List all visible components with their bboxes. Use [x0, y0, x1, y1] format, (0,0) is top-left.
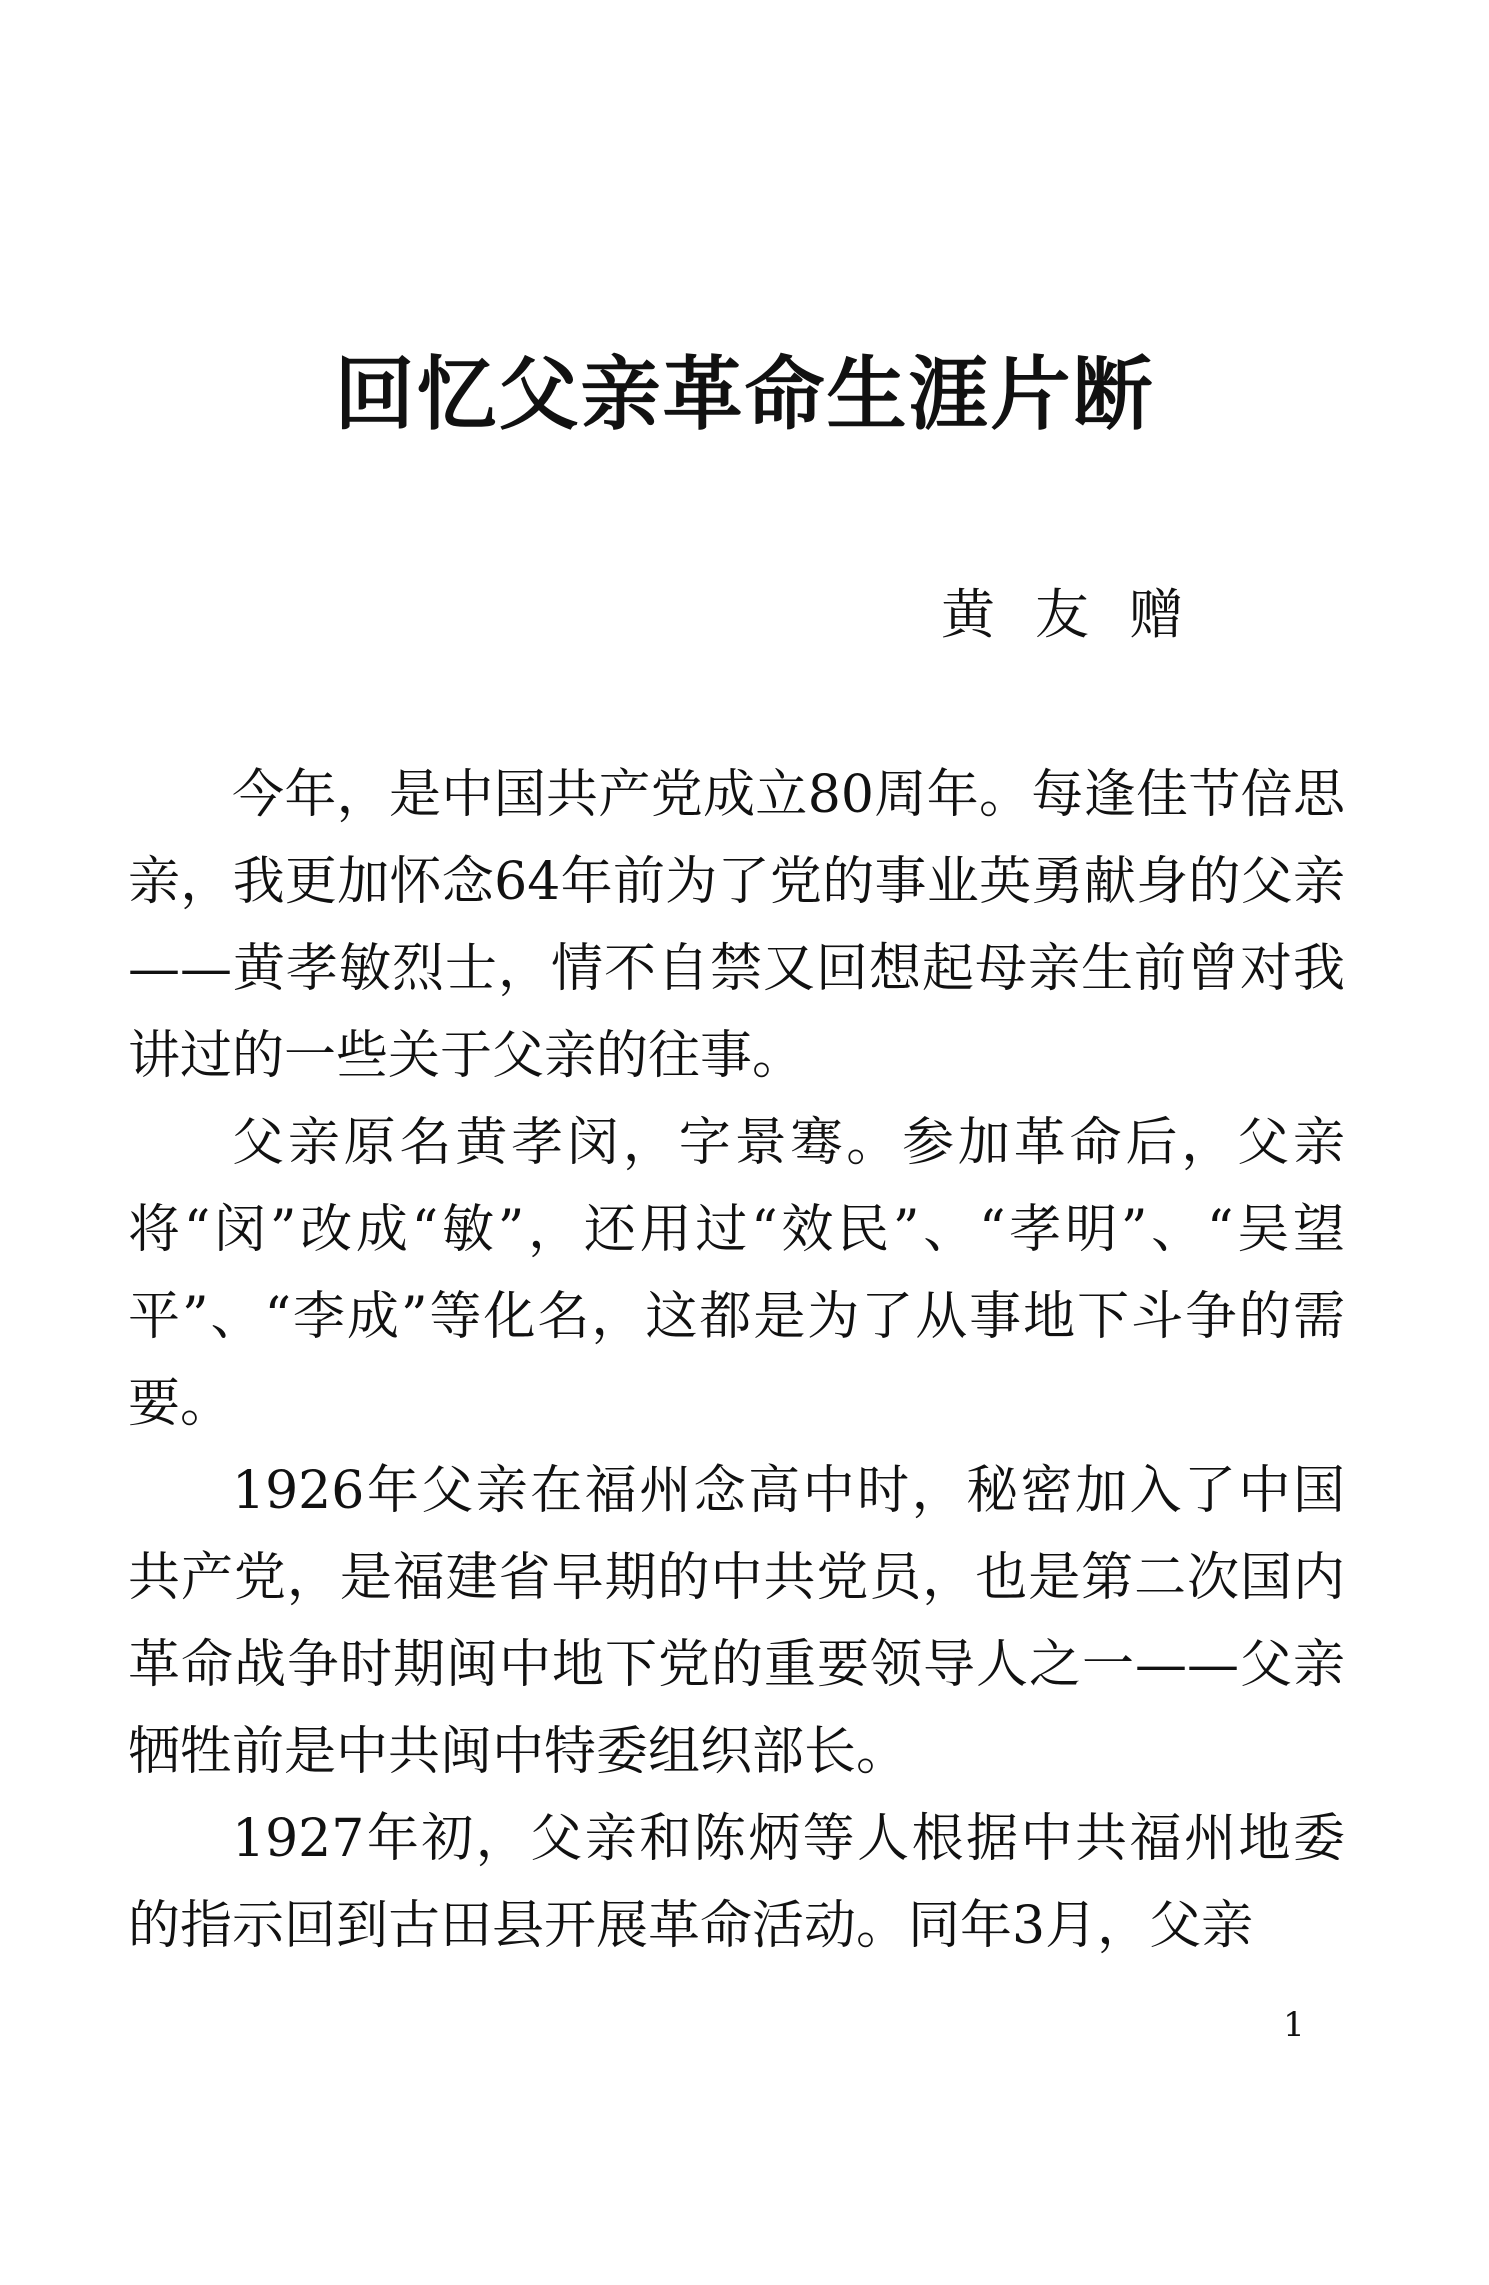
paragraph: 1926年父亲在福州念高中时，秘密加入了中国共产党，是福建省早期的中共党员，也是第二次国内革命战争时期闽中地下党的重要领导人之一——父亲牺牲前是中共闽中特委组织部长。 [128, 1461, 1345, 1782]
paragraph: 今年，是中国共产党成立80周年。每逢佳节倍思亲，我更加怀念64年前为了党的事业英勇献身的父亲——黄孝敏烈士，情不自禁又回想起母亲生前曾对我讲过的一些关于父亲的往事。 [128, 765, 1345, 1086]
page-number: 1 [1283, 2005, 1305, 2045]
document-body [128, 752, 1345, 1970]
author-name: 黄友赠 [941, 583, 1223, 646]
paragraph: 1927年初，父亲和陈炳等人根据中共福州地委的指示回到古田县开展革命活动。同年3月，父亲 [128, 1809, 1345, 1956]
document-title: 回忆父亲革命生涯片断 [334, 348, 1155, 441]
paragraph: 父亲原名黄孝闵，字景骞。参加革命后，父亲将“闵”改成“敏”，还用过“效民”、“孝明”、“吴望平”、“李成”等化名，这都是为了从事地下斗争的需要。 [128, 1113, 1345, 1434]
